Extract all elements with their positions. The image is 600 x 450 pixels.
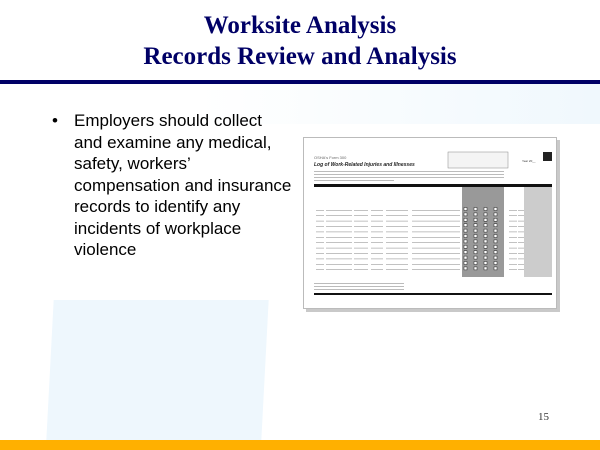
footer-bar bbox=[0, 440, 600, 450]
page-number: 15 bbox=[538, 411, 549, 423]
form-checkbox bbox=[484, 267, 487, 270]
form-checkbox bbox=[464, 235, 467, 238]
form-checkbox bbox=[474, 208, 477, 211]
form-checkbox bbox=[464, 251, 467, 254]
form-checkbox bbox=[464, 240, 467, 243]
title-line-1: Worksite Analysis bbox=[203, 12, 397, 39]
form-checkbox bbox=[474, 262, 477, 265]
form-checkbox bbox=[484, 224, 487, 227]
form-checkbox bbox=[494, 251, 497, 254]
form-checkbox bbox=[474, 224, 477, 227]
form-year: Year 20__ bbox=[522, 159, 536, 163]
form-checkbox bbox=[474, 240, 477, 243]
form-checkbox bbox=[474, 267, 477, 270]
form-checkbox bbox=[484, 218, 487, 221]
title-divider bbox=[0, 80, 600, 84]
form-checkbox bbox=[484, 245, 487, 248]
form-checkbox bbox=[474, 245, 477, 248]
bullet-text: Employers should collect and examine any medical, safety, workers’ compensation and insurance records to identify any incidents of workplace violence bbox=[74, 111, 292, 259]
form-checkbox bbox=[474, 235, 477, 238]
form-checkbox bbox=[484, 251, 487, 254]
form-checkbox bbox=[464, 245, 467, 248]
form-checkbox bbox=[464, 267, 467, 270]
form-checkbox bbox=[494, 213, 497, 216]
form-checkbox bbox=[494, 218, 497, 221]
form-checkbox bbox=[464, 262, 467, 265]
form-illustration bbox=[304, 138, 558, 310]
form-checkbox bbox=[474, 251, 477, 254]
form-checkbox bbox=[494, 262, 497, 265]
form-checkbox bbox=[464, 256, 467, 259]
form-checkbox bbox=[484, 208, 487, 211]
title-line-2: Records Review and Analysis bbox=[143, 43, 457, 70]
osha-form-300-image bbox=[303, 137, 557, 309]
form-checkbox bbox=[484, 256, 487, 259]
form-checkbox bbox=[484, 235, 487, 238]
form-checkbox bbox=[474, 218, 477, 221]
slide-title bbox=[0, 10, 600, 72]
form-checkbox bbox=[474, 229, 477, 232]
form-checkbox bbox=[464, 229, 467, 232]
bullet-icon: • bbox=[52, 111, 58, 130]
form-checkbox bbox=[474, 256, 477, 259]
form-checkbox bbox=[494, 235, 497, 238]
form-checkbox bbox=[494, 208, 497, 211]
form-checkbox bbox=[494, 240, 497, 243]
form-checkbox bbox=[494, 229, 497, 232]
form-checkbox bbox=[484, 213, 487, 216]
form-checkbox bbox=[494, 267, 497, 270]
form-checkbox bbox=[494, 256, 497, 259]
form-checkbox bbox=[494, 224, 497, 227]
form-title: Log of Work-Related Injuries and Illnesses bbox=[314, 162, 415, 168]
form-checkbox bbox=[464, 224, 467, 227]
form-checkbox bbox=[484, 229, 487, 232]
form-checkbox bbox=[474, 213, 477, 216]
dol-logo-icon bbox=[543, 152, 552, 161]
background-shape bbox=[46, 300, 268, 440]
form-checkbox bbox=[464, 213, 467, 216]
bullet-list bbox=[52, 110, 292, 261]
form-checkbox bbox=[464, 208, 467, 211]
form-checkbox bbox=[484, 262, 487, 265]
form-checkbox bbox=[464, 218, 467, 221]
form-checkbox bbox=[494, 245, 497, 248]
bullet-item bbox=[52, 110, 292, 261]
form-checkbox bbox=[484, 240, 487, 243]
form-label: OSHA's Form 300 bbox=[314, 155, 347, 160]
